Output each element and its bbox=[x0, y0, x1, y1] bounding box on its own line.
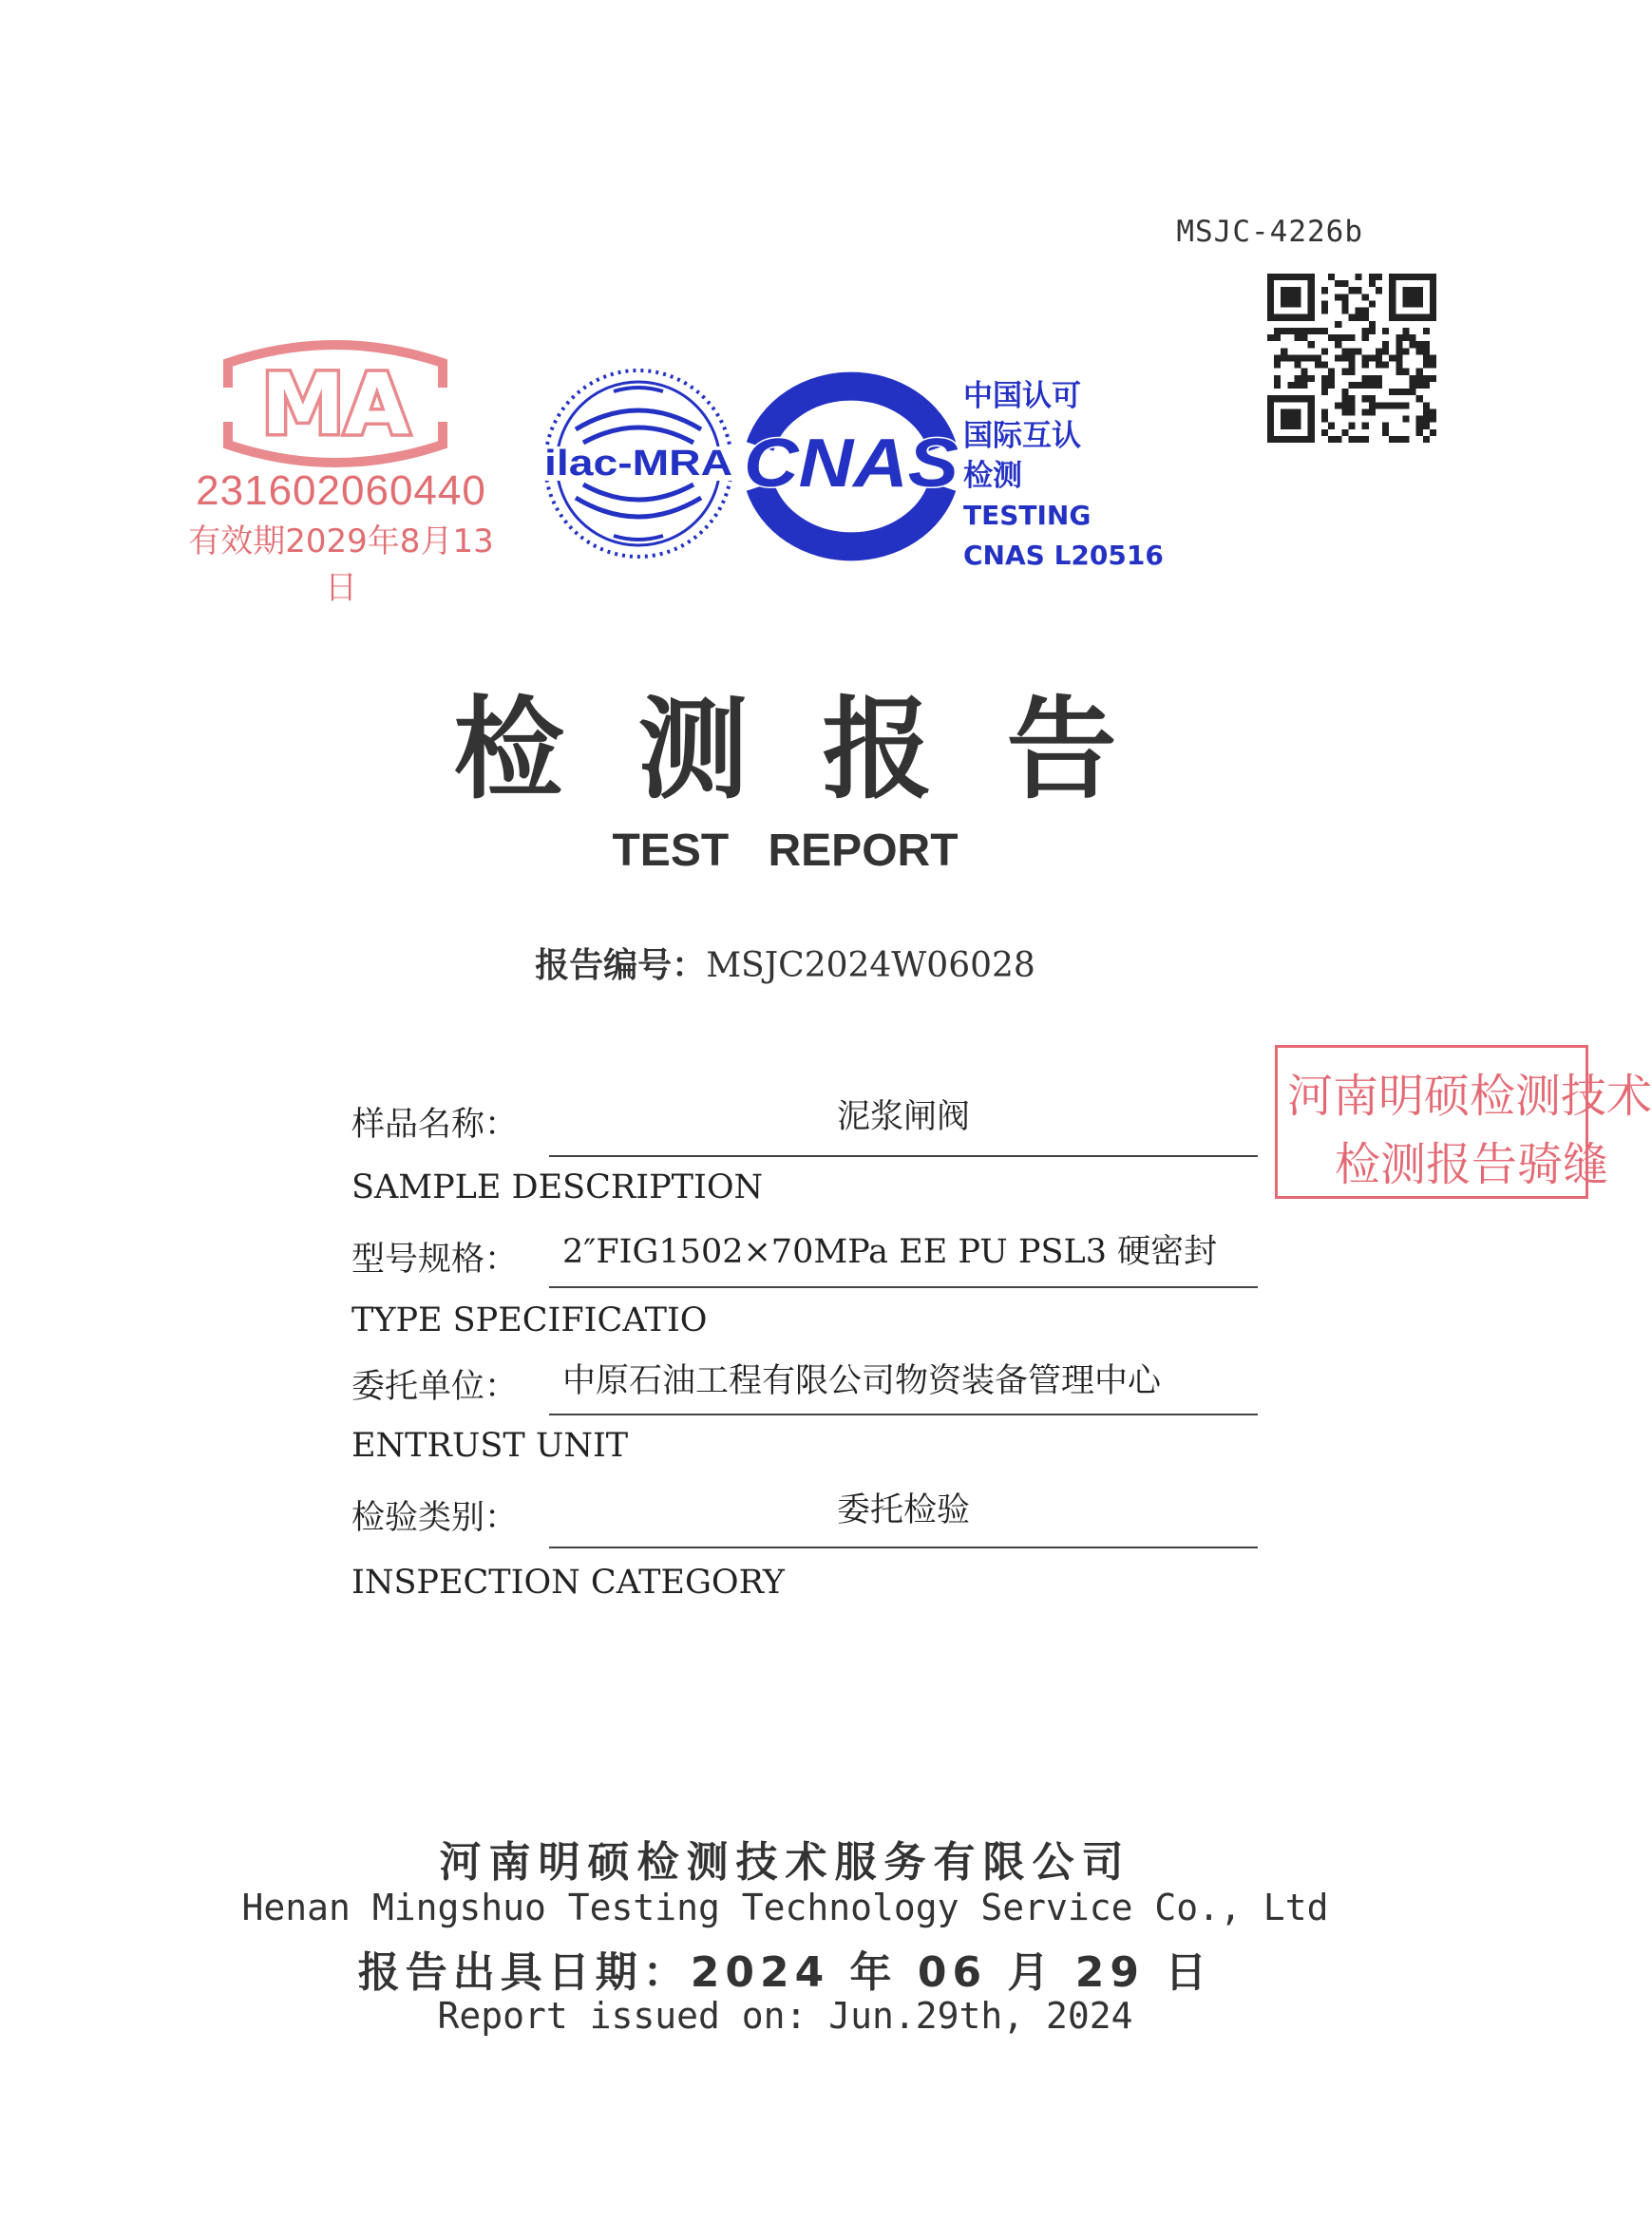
report-number-value: MSJC2024W06028 bbox=[706, 946, 1035, 985]
inspection-category-label-en: INSPECTION CATEGORY bbox=[351, 1564, 785, 1602]
cnas-line-mutual: 国际互认 bbox=[963, 419, 1081, 453]
issue-date-cn: 报告出具日期：2024 年 06 月 29 日 bbox=[357, 1948, 1213, 1997]
type-spec-label-en: TYPE SPECIFICATIO bbox=[351, 1301, 708, 1339]
cma-logo bbox=[211, 334, 460, 475]
sample-name-label: 样品名称： bbox=[351, 1106, 519, 1144]
cma-number: 231602060440 bbox=[196, 467, 486, 514]
entrust-unit-value: 中原石油工程有限公司物资装备管理中心 bbox=[562, 1362, 1162, 1400]
ilac-logo-text: ilac-MRA bbox=[544, 444, 732, 484]
cnas-line-number: CNAS L20516 bbox=[963, 540, 1164, 571]
stamp-line-2: 检测报告骑缝 bbox=[1335, 1138, 1609, 1191]
cnas-logo-text: CNAS bbox=[744, 426, 959, 502]
seam-stamp bbox=[1275, 1045, 1652, 1199]
cnas-logo bbox=[739, 380, 963, 551]
inspection-category-value: 委托检验 bbox=[836, 1491, 970, 1529]
sample-name-value: 泥浆闸阀 bbox=[836, 1098, 970, 1136]
entrust-unit-underline bbox=[549, 1414, 1258, 1415]
sample-name-underline bbox=[549, 1155, 1258, 1157]
title-chinese: 检测报告 bbox=[453, 685, 1191, 814]
ilac-mra-logo bbox=[538, 363, 739, 564]
document-code: MSJC-4226b bbox=[1176, 215, 1363, 249]
company-name-en: Henan Mingshuo Testing Technology Service Co., Ltd bbox=[241, 1887, 1329, 1928]
type-spec-underline bbox=[549, 1286, 1258, 1288]
sample-name-label-en: SAMPLE DESCRIPTION bbox=[351, 1168, 764, 1206]
issue-date-en: Report issued on: Jun.29th, 2024 bbox=[437, 1995, 1133, 2037]
company-name-cn: 河南明硕检测技术服务有限公司 bbox=[439, 1838, 1131, 1887]
inspection-category-label: 检验类别： bbox=[351, 1499, 519, 1537]
cma-validity: 有效期2029年8月13日 bbox=[188, 522, 494, 607]
entrust-unit-label: 委托单位： bbox=[351, 1368, 519, 1406]
inspection-category-underline bbox=[549, 1547, 1258, 1548]
entrust-unit-label-en: ENTRUST UNIT bbox=[351, 1427, 629, 1465]
cnas-line-testing-en: TESTING bbox=[963, 500, 1092, 531]
title-english: TEST REPORT bbox=[612, 826, 959, 876]
cnas-accreditation-text bbox=[963, 376, 1164, 576]
cnas-line-testing-cn: 检测 bbox=[963, 459, 1022, 493]
cma-logo-text: MA bbox=[261, 355, 409, 453]
report-number-label: 报告编号： bbox=[535, 946, 707, 985]
cnas-line-recognition: 中国认可 bbox=[963, 379, 1081, 413]
report-number bbox=[0, 939, 1570, 987]
type-spec-value: 2″FIG1502×70MPa EE PU PSL3 硬密封 bbox=[562, 1233, 1218, 1271]
qr-code-icon bbox=[1267, 274, 1436, 443]
type-spec-label: 型号规格： bbox=[351, 1241, 519, 1279]
stamp-line-1: 河南明硕检测技术 bbox=[1287, 1070, 1652, 1123]
